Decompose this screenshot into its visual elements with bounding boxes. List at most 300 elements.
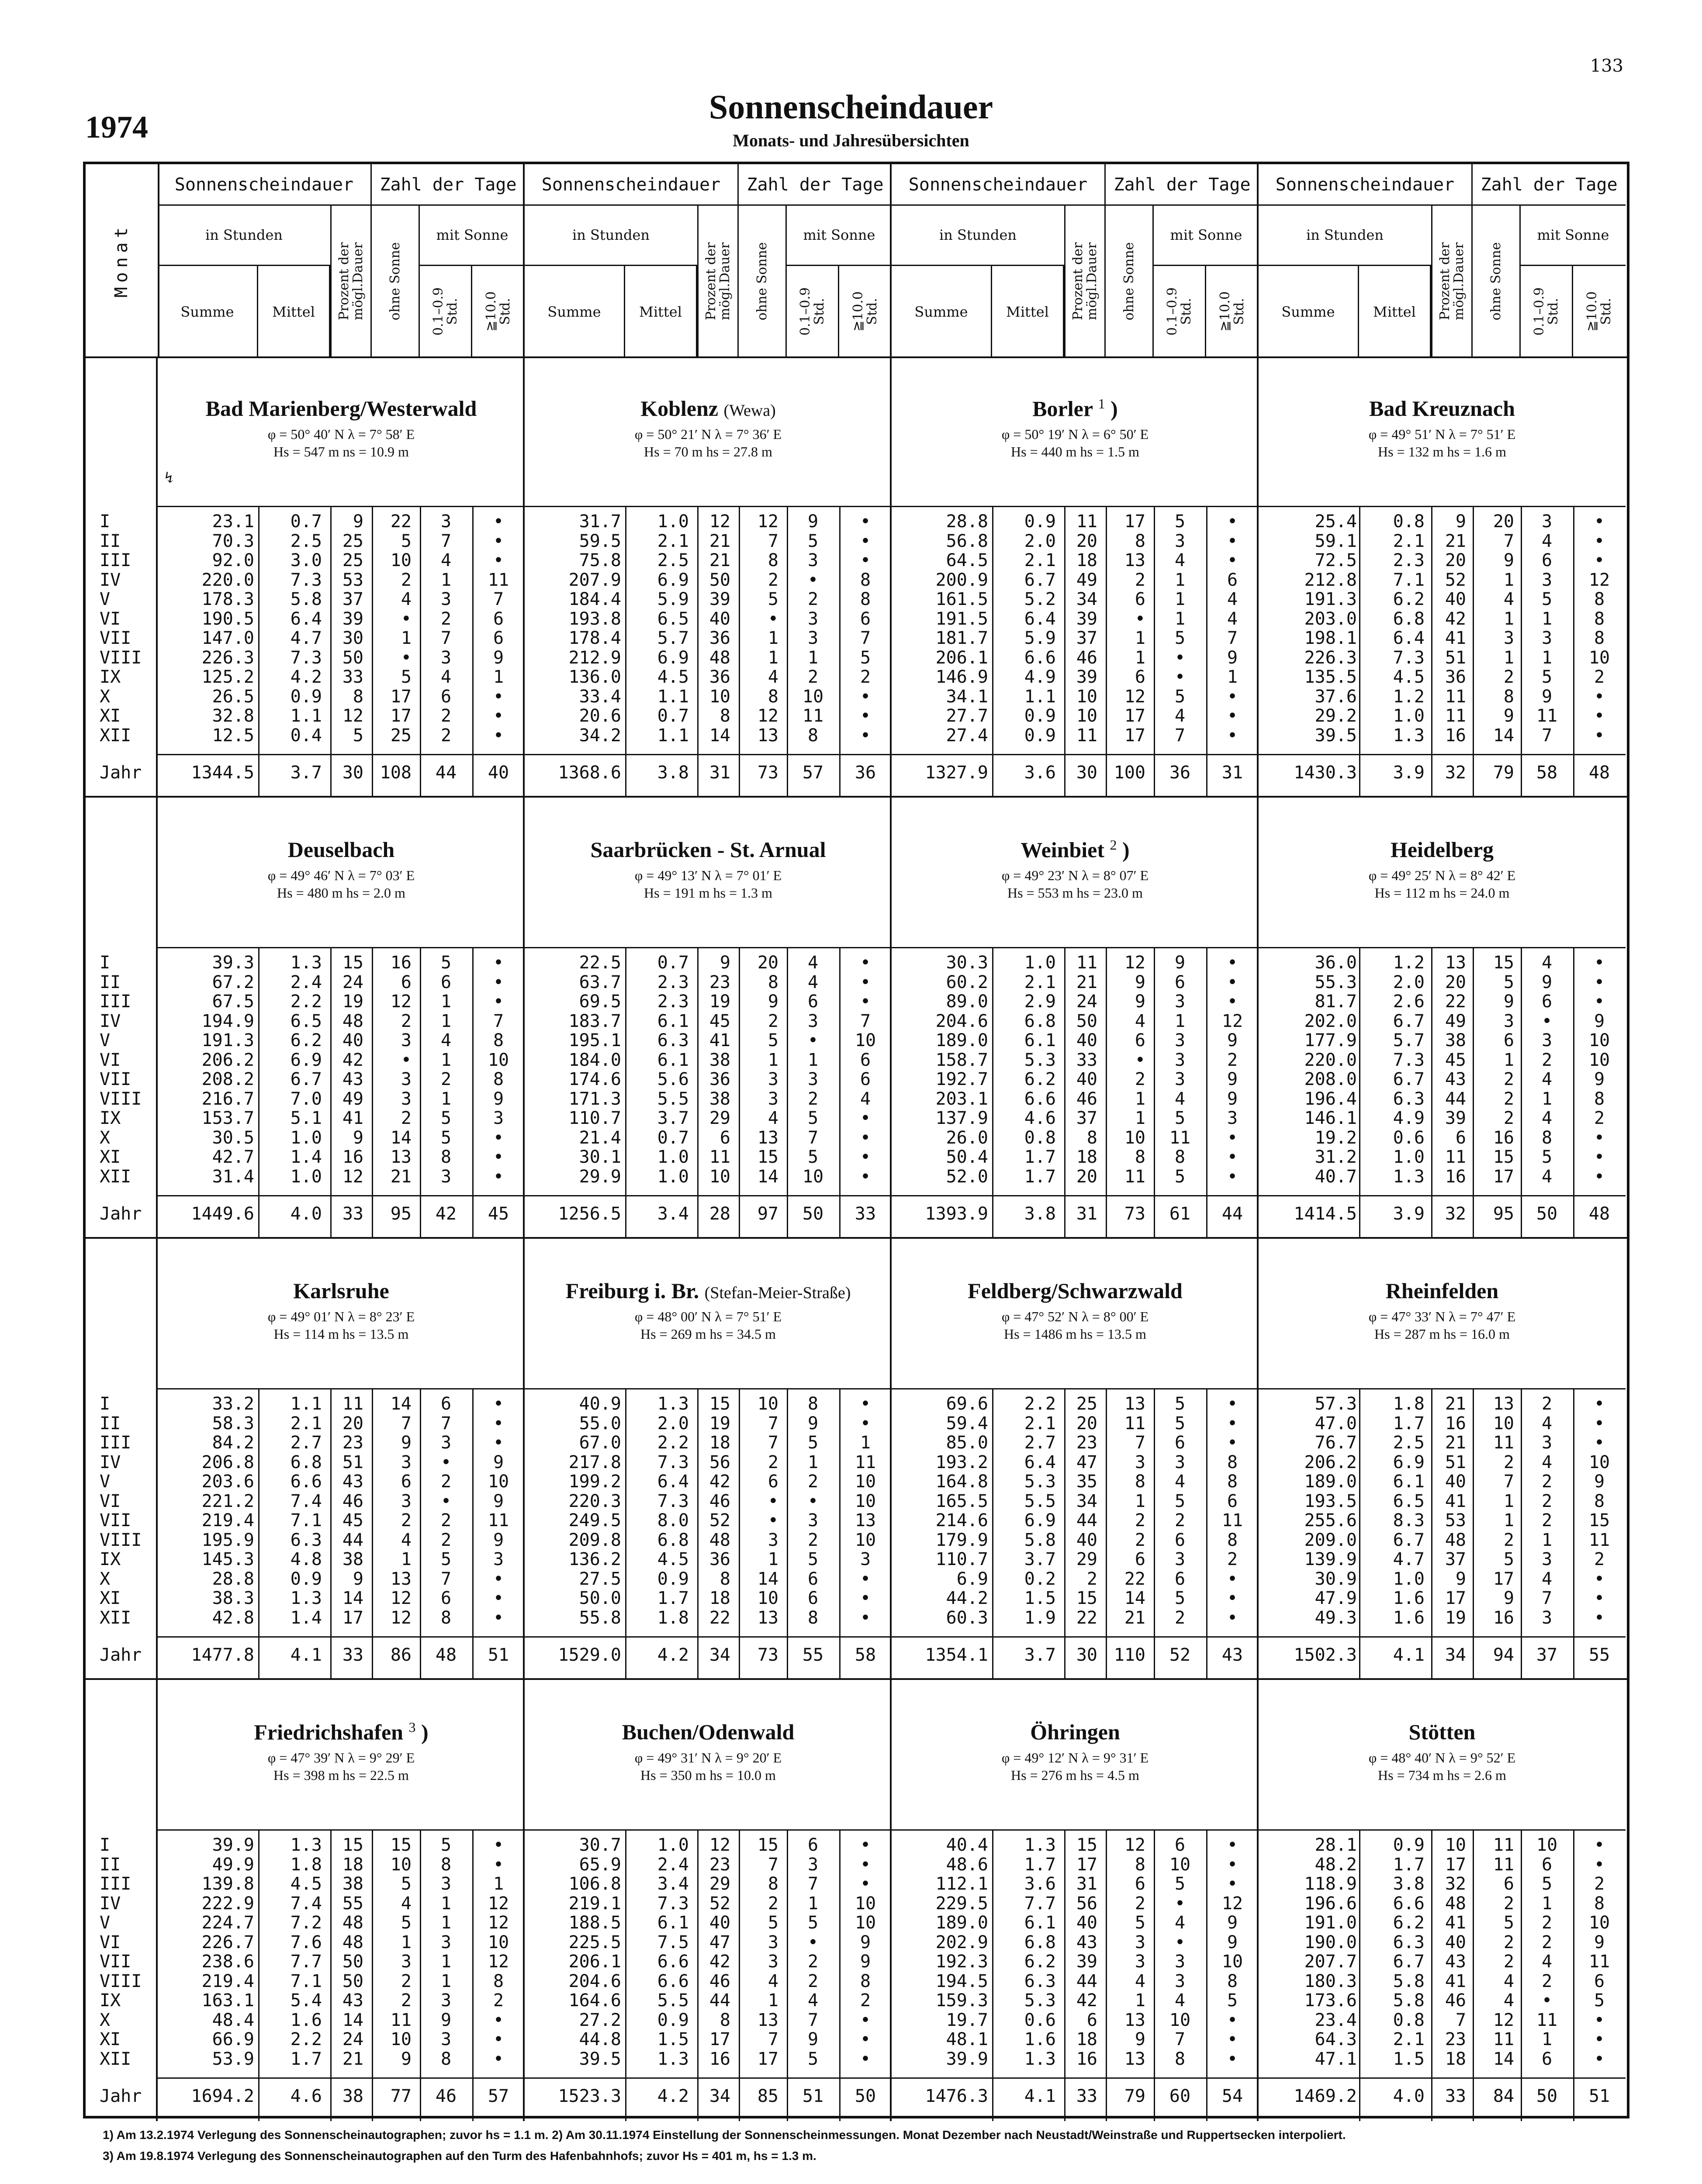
table-cell: 35 [1076, 1472, 1097, 1492]
station-header [1259, 798, 1626, 948]
table-cell: 0.9 [657, 2010, 689, 2030]
table-cell: 10 [1493, 1413, 1514, 1434]
jahr-cell: 28 [709, 1204, 730, 1224]
header-summe: Summe [525, 265, 625, 356]
table-cell: 208.2 [201, 1069, 254, 1089]
table-cell: 106.8 [568, 1874, 621, 1894]
table-cell: 22 [1076, 1607, 1097, 1628]
table-cell: • [1227, 1874, 1238, 1894]
station-coordinates: φ = 49° 13′ N λ = 7° 01′ E [634, 867, 782, 883]
table-cell: 12 [390, 1588, 412, 1608]
table-cell: 40 [342, 1030, 363, 1051]
table-cell: 21 [390, 1166, 412, 1187]
table-cell: 2 [807, 667, 819, 687]
table-cell: 5 [1174, 1413, 1186, 1434]
table-cell: 17 [342, 1607, 363, 1628]
station-header [158, 356, 525, 507]
jahr-cell: 58 [1536, 763, 1558, 783]
table-cell: 4 [401, 1893, 412, 1914]
month-label: XI [100, 706, 121, 726]
table-cell: 226.3 [201, 647, 254, 668]
table-cell: 38 [342, 1874, 363, 1894]
station-header [158, 1680, 525, 1831]
table-cell: 10 [390, 2029, 412, 2049]
header-group [525, 164, 892, 356]
table-cell: 12 [1124, 953, 1145, 973]
table-cell: 30.1 [579, 1147, 621, 1167]
table-cell: 1.9 [1024, 1607, 1056, 1628]
table-cell: 11 [342, 1394, 363, 1414]
table-cell: • [860, 972, 871, 992]
header-summe: Summe [1259, 265, 1359, 356]
table-cell: 1.6 [1024, 2029, 1056, 2049]
table-cell: 41 [342, 1108, 363, 1128]
table-cell: 4.5 [657, 667, 689, 687]
month-column [86, 356, 158, 798]
table-cell: 92.0 [212, 550, 254, 570]
table-cell: 6 [440, 972, 452, 992]
table-cell: 6 [1135, 1874, 1145, 1894]
table-cell: 177.9 [1304, 1030, 1357, 1051]
table-cell: 36 [709, 1549, 730, 1569]
table-cell: 15 [390, 1835, 412, 1855]
station-panel [525, 356, 892, 798]
jahr-cell: 1344.5 [191, 763, 254, 783]
table-cell: 6.7 [1393, 1069, 1425, 1089]
table-cell: 45 [1445, 1050, 1466, 1070]
table-cell: 3 [440, 1433, 452, 1453]
header-prozent-l1: Prozent der [1070, 242, 1086, 320]
table-cell: 8.0 [657, 1510, 689, 1531]
jahr-cell: 46 [435, 2086, 457, 2106]
table-cell: 12 [1221, 1011, 1243, 1031]
table-cell: 38.3 [212, 1588, 254, 1608]
table-cell: 3 [1174, 531, 1186, 551]
table-cell: 9 [1503, 1588, 1514, 1608]
table-cell: 4 [1135, 1971, 1145, 1991]
jahr-cell: 33 [1076, 2086, 1097, 2106]
table-cell: 193.8 [568, 608, 621, 629]
table-cell: 36 [709, 628, 730, 648]
table-cell: 6 [1135, 1030, 1145, 1051]
table-cell: 221.2 [201, 1491, 254, 1511]
table-cell: 45 [342, 1510, 363, 1531]
table-cell: 2 [440, 1530, 452, 1550]
table-cell: 1 [401, 628, 412, 648]
table-cell: • [860, 531, 871, 551]
table-cell: 7.3 [1393, 647, 1425, 668]
table-cell: 4.7 [290, 628, 322, 648]
table-cell: 1 [860, 1433, 871, 1453]
table-cell: 36 [1445, 667, 1466, 687]
table-cell: • [860, 1108, 871, 1128]
table-cell: 206.2 [1304, 1452, 1357, 1472]
table-cell: 52 [709, 1893, 730, 1914]
table-cell: 25 [390, 725, 412, 746]
table-cell: 110.7 [568, 1108, 621, 1128]
table-cell: 2.1 [290, 1413, 322, 1434]
table-cell: 5 [807, 1433, 819, 1453]
table-cell: 5.5 [657, 1089, 689, 1109]
table-cell: 6 [1135, 589, 1145, 609]
table-cell: • [1174, 1893, 1186, 1914]
month-label: V [100, 1030, 111, 1051]
jahr-cell: 37 [1536, 1645, 1558, 1665]
table-cell: 1 [1541, 2029, 1553, 2049]
table-cell: 1 [440, 1913, 452, 1933]
station-name: Friedrichshafen [254, 1720, 403, 1745]
table-cell: 1.3 [1024, 2049, 1056, 2069]
table-cell: 3 [1503, 1011, 1514, 1031]
jahr-cell: 4.2 [657, 1645, 689, 1665]
table-cell: 20 [1493, 511, 1514, 532]
table-cell: 6 [807, 1588, 819, 1608]
table-cell: 2 [440, 1472, 452, 1492]
table-cell: 46 [709, 1491, 730, 1511]
table-cell: • [860, 1127, 871, 1148]
table-cell: 217.8 [568, 1452, 621, 1472]
table-cell: 38 [1445, 1030, 1466, 1051]
page-subtitle: Monats- und Jahresübersichten [733, 131, 969, 150]
table-cell: 3 [1135, 1452, 1145, 1472]
monat-header [86, 164, 159, 356]
header-c2-l1: ≧10.0 [1584, 291, 1600, 332]
month-label: X [100, 686, 111, 707]
table-cell: 5.9 [1024, 628, 1056, 648]
jahr-cell: 55 [802, 1645, 824, 1665]
table-cell: 11 [1493, 1433, 1514, 1453]
table-cell: 2 [1541, 1510, 1553, 1531]
table-cell: 47 [1076, 1452, 1097, 1472]
table-cell: 7 [1541, 1588, 1553, 1608]
footnote-ref: 1 [1098, 396, 1105, 411]
table-cell: 7.7 [290, 1952, 322, 1972]
table-cell: 14 [390, 1127, 412, 1148]
table-cell: 7 [807, 1874, 819, 1894]
table-cell: 12 [757, 706, 778, 726]
table-cell: 16 [342, 1147, 363, 1167]
table-cell: 48 [342, 1913, 363, 1933]
table-cell: 6.1 [1024, 1030, 1056, 1051]
table-cell: 6.6 [1024, 1089, 1056, 1109]
table-cell: 14 [342, 2010, 363, 2030]
table-cell: 192.3 [935, 1952, 988, 1972]
station-name-line [1259, 1278, 1626, 1303]
table-cell: 6.6 [657, 1971, 689, 1991]
table-cell: 6 [1455, 1127, 1466, 1148]
jahr-cell: 60 [1169, 2086, 1191, 2106]
table-cell: 2 [1086, 1569, 1097, 1589]
table-cell: 2.2 [290, 2029, 322, 2049]
table-cell: 6.2 [1393, 589, 1425, 609]
table-cell: 1 [1174, 1011, 1186, 1031]
table-cell: 12 [488, 1952, 509, 1972]
table-cell: 41 [1445, 1491, 1466, 1511]
station-name-line [525, 837, 892, 862]
table-cell: • [1594, 953, 1605, 973]
table-cell: • [1594, 1127, 1605, 1148]
table-cell: 4 [1541, 531, 1553, 551]
table-cell: 5.9 [657, 589, 689, 609]
table-cell: 8 [353, 686, 363, 707]
table-cell: 9 [1455, 1569, 1466, 1589]
table-cell: 194.5 [935, 1971, 988, 1991]
table-cell: 2 [1503, 1452, 1514, 1472]
month-label: I [100, 1394, 111, 1414]
table-cell: 1.8 [1393, 1394, 1425, 1414]
table-cell: 67.5 [212, 992, 254, 1012]
station-block [86, 1239, 1627, 1680]
table-cell: 13 [1124, 2010, 1145, 2030]
table-cell: 5 [440, 1549, 452, 1569]
jahr-cell: 44 [1221, 1204, 1243, 1224]
table-cell: 222.9 [201, 1893, 254, 1914]
station-name-line: Weinbiet $^2$ ) [1021, 837, 1130, 862]
month-label: VII [100, 1510, 131, 1531]
table-cell: 20.6 [579, 706, 621, 726]
table-cell: 15 [1493, 1147, 1514, 1167]
table-cell: 118.9 [1304, 1874, 1357, 1894]
table-cell: 6.4 [1024, 1452, 1056, 1472]
table-cell: 37.6 [1315, 686, 1357, 707]
table-cell: 5 [1541, 1147, 1553, 1167]
table-cell: 6.3 [1393, 1932, 1425, 1952]
station-panel [158, 356, 525, 798]
table-cell: • [1227, 1854, 1238, 1875]
table-cell: 7 [768, 1433, 778, 1453]
station-name-line [1259, 837, 1626, 862]
header-mit-sonne: mit Sonne [1170, 227, 1242, 243]
station-header [892, 356, 1259, 507]
table-cell: 1 [807, 1893, 819, 1914]
table-cell: 224.7 [201, 1913, 254, 1933]
table-cell: 48 [1445, 1893, 1466, 1914]
station-name: Deuselbach [287, 837, 395, 862]
table-cell: 3 [768, 1069, 778, 1089]
table-cell: 40.7 [1315, 1166, 1357, 1187]
table-cell: 40 [709, 1913, 730, 1933]
jahr-cell: 84 [1493, 2086, 1514, 2106]
table-cell: 1.3 [290, 1835, 322, 1855]
table-cell: 72.5 [1315, 550, 1357, 570]
table-cell: 0.9 [1393, 1835, 1425, 1855]
table-cell: 2 [1174, 1607, 1186, 1628]
table-cell: 189.0 [1304, 1472, 1357, 1492]
table-cell: 2 [440, 706, 452, 726]
station-header [525, 798, 892, 948]
table-cell: 8 [1135, 531, 1145, 551]
table-cell: 2.0 [1024, 531, 1056, 551]
month-label: X [100, 1569, 111, 1589]
table-cell: 2 [1503, 1069, 1514, 1089]
table-cell: 47.0 [1315, 1413, 1357, 1434]
table-cell: 42.8 [212, 1607, 254, 1628]
table-cell: 192.7 [935, 1069, 988, 1089]
station-block [86, 356, 1627, 798]
table-cell: 1 [768, 1549, 778, 1569]
month-column [86, 1680, 158, 2121]
table-header [86, 164, 1627, 358]
table-cell: 3 [1541, 1549, 1553, 1569]
jahr-cell: 3.7 [290, 763, 322, 783]
table-cell: 6.2 [1024, 1952, 1056, 1972]
table-cell: 6.9 [290, 1050, 322, 1070]
header-prozent-l2: mögl.Dauer [350, 242, 366, 320]
table-cell: 1 [768, 628, 778, 648]
station-name: Borler [1032, 396, 1093, 421]
table-cell: 10 [854, 1893, 876, 1914]
jahr-cell: 32 [1445, 763, 1466, 783]
table-cell: 5 [353, 725, 363, 746]
table-cell: 40 [1076, 1030, 1097, 1051]
station-header [1259, 1239, 1626, 1389]
header-sonnenscheindauer: Sonnenscheindauer [1259, 164, 1473, 206]
table-cell: 0.8 [1393, 2010, 1425, 2030]
table-cell: 1.3 [290, 953, 322, 973]
table-cell: 43 [1076, 1932, 1097, 1952]
table-cell: 4 [1541, 1569, 1553, 1589]
table-cell: 10 [1588, 1452, 1610, 1472]
jahr-cell: 48 [1588, 1204, 1610, 1224]
table-cell: • [493, 953, 504, 973]
month-label: XII [100, 2049, 131, 2069]
table-cell: 51 [1445, 647, 1466, 668]
table-cell: 5 [401, 531, 412, 551]
table-cell: 208.0 [1304, 1069, 1357, 1089]
month-label: XI [100, 1588, 121, 1608]
table-cell: 2 [1594, 667, 1605, 687]
table-cell: 8 [768, 972, 778, 992]
table-cell: 19 [342, 992, 363, 1012]
jahr-cell: 1469.2 [1294, 2086, 1357, 2106]
station-coordinates: φ = 49° 25′ N λ = 8° 42′ E [1368, 867, 1516, 883]
table-cell: 11 [1493, 2029, 1514, 2049]
table-cell: 1.3 [657, 1394, 689, 1414]
table-cell: 12 [390, 1607, 412, 1628]
table-cell: • [493, 531, 504, 551]
month-label: XII [100, 1607, 131, 1628]
table-cell: 49 [342, 1089, 363, 1109]
table-cell: • [493, 725, 504, 746]
table-cell: 9 [1503, 706, 1514, 726]
month-label: VII [100, 1952, 131, 1972]
table-cell: • [1135, 608, 1145, 629]
table-cell: 14 [390, 1394, 412, 1414]
table-cell: 1.2 [1393, 953, 1425, 973]
table-cell: 48 [709, 1530, 730, 1550]
table-cell: 6.2 [1024, 1069, 1056, 1089]
month-label: XI [100, 2029, 121, 2049]
table-cell: 15 [709, 1394, 730, 1414]
station-elevation: Hs = 114 m hs = 13.5 m [273, 1326, 409, 1342]
table-cell: 48 [709, 647, 730, 668]
table-cell: 202.9 [935, 1932, 988, 1952]
table-cell: 196.6 [1304, 1893, 1357, 1914]
table-cell: 43 [1445, 1069, 1466, 1089]
table-cell: 7 [1174, 725, 1186, 746]
jahr-cell: 61 [1169, 1204, 1191, 1224]
jahr-cell: 34 [709, 1645, 730, 1665]
table-cell: 209.8 [568, 1530, 621, 1550]
station-name: Saarbrücken - St. Arnual [590, 837, 826, 862]
station-panel [525, 798, 892, 1239]
table-cell: 4 [1174, 1472, 1186, 1492]
table-cell: 2 [401, 570, 412, 590]
table-cell: • [1227, 2010, 1238, 2030]
table-cell: 12.5 [212, 725, 254, 746]
table-cell: 1 [1503, 570, 1514, 590]
table-cell: 7 [807, 2010, 819, 2030]
header-group [158, 164, 525, 356]
month-label: III [100, 1433, 131, 1453]
table-cell: 5 [401, 667, 412, 687]
table-cell: • [1227, 1569, 1238, 1589]
monat-label: Monat [111, 223, 131, 298]
table-cell: 52 [709, 1510, 730, 1531]
table-cell: 69.6 [946, 1394, 988, 1414]
table-cell: 44 [1445, 1089, 1466, 1109]
table-cell: 2 [1135, 1510, 1145, 1531]
table-cell: 2 [1541, 1932, 1553, 1952]
table-cell: 1 [1503, 1050, 1514, 1070]
month-label: II [100, 531, 121, 551]
table-cell: 5 [1135, 1913, 1145, 1933]
table-cell: 180.3 [1304, 1971, 1357, 1991]
table-cell: 10 [1588, 647, 1610, 668]
table-cell: 200.9 [935, 570, 988, 590]
table-cell: 12 [709, 1835, 730, 1855]
table-cell: 2 [1503, 667, 1514, 687]
jahr-cell: 95 [1493, 1204, 1514, 1224]
jahr-cell: 1502.3 [1294, 1645, 1357, 1665]
table-cell: 4 [807, 1990, 819, 2011]
table-cell: 9 [1503, 992, 1514, 1012]
table-cell: 2.2 [657, 1433, 689, 1453]
jahr-cell: 4.0 [290, 1204, 322, 1224]
table-cell: 17 [709, 2029, 730, 2049]
month-label: XII [100, 1166, 131, 1187]
table-cell: • [493, 1413, 504, 1434]
table-cell: 5 [807, 1147, 819, 1167]
table-cell: 5 [440, 953, 452, 973]
table-cell: 2 [768, 1011, 778, 1031]
table-cell: 30 [342, 628, 363, 648]
table-cell: 4 [1503, 1990, 1514, 2011]
table-cell: 1.1 [290, 1394, 322, 1414]
table-cell: 2.7 [290, 1433, 322, 1453]
table-cell: 13 [757, 2010, 778, 2030]
table-cell: 2 [1503, 1530, 1514, 1550]
table-cell: 2.1 [1024, 1413, 1056, 1434]
jahr-cell: 44 [435, 763, 457, 783]
jahr-label: Jahr [100, 1204, 142, 1224]
table-cell: 125.2 [201, 667, 254, 687]
table-cell: 19 [1445, 1607, 1466, 1628]
table-cell: 40.9 [579, 1394, 621, 1414]
table-cell: 6.3 [1393, 1089, 1425, 1109]
month-label: III [100, 550, 131, 570]
table-cell: • [860, 1147, 871, 1167]
table-cell: 12 [757, 511, 778, 532]
table-cell: 1 [807, 1050, 819, 1070]
header-ohne-sonne [372, 206, 420, 356]
table-cell: 11 [854, 1452, 876, 1472]
table-cell: 0.7 [657, 706, 689, 726]
table-cell: 3 [1174, 1452, 1186, 1472]
table-cell: 1.2 [1393, 686, 1425, 707]
jahr-rule [525, 1195, 892, 1196]
table-cell: 40 [1076, 1069, 1097, 1089]
